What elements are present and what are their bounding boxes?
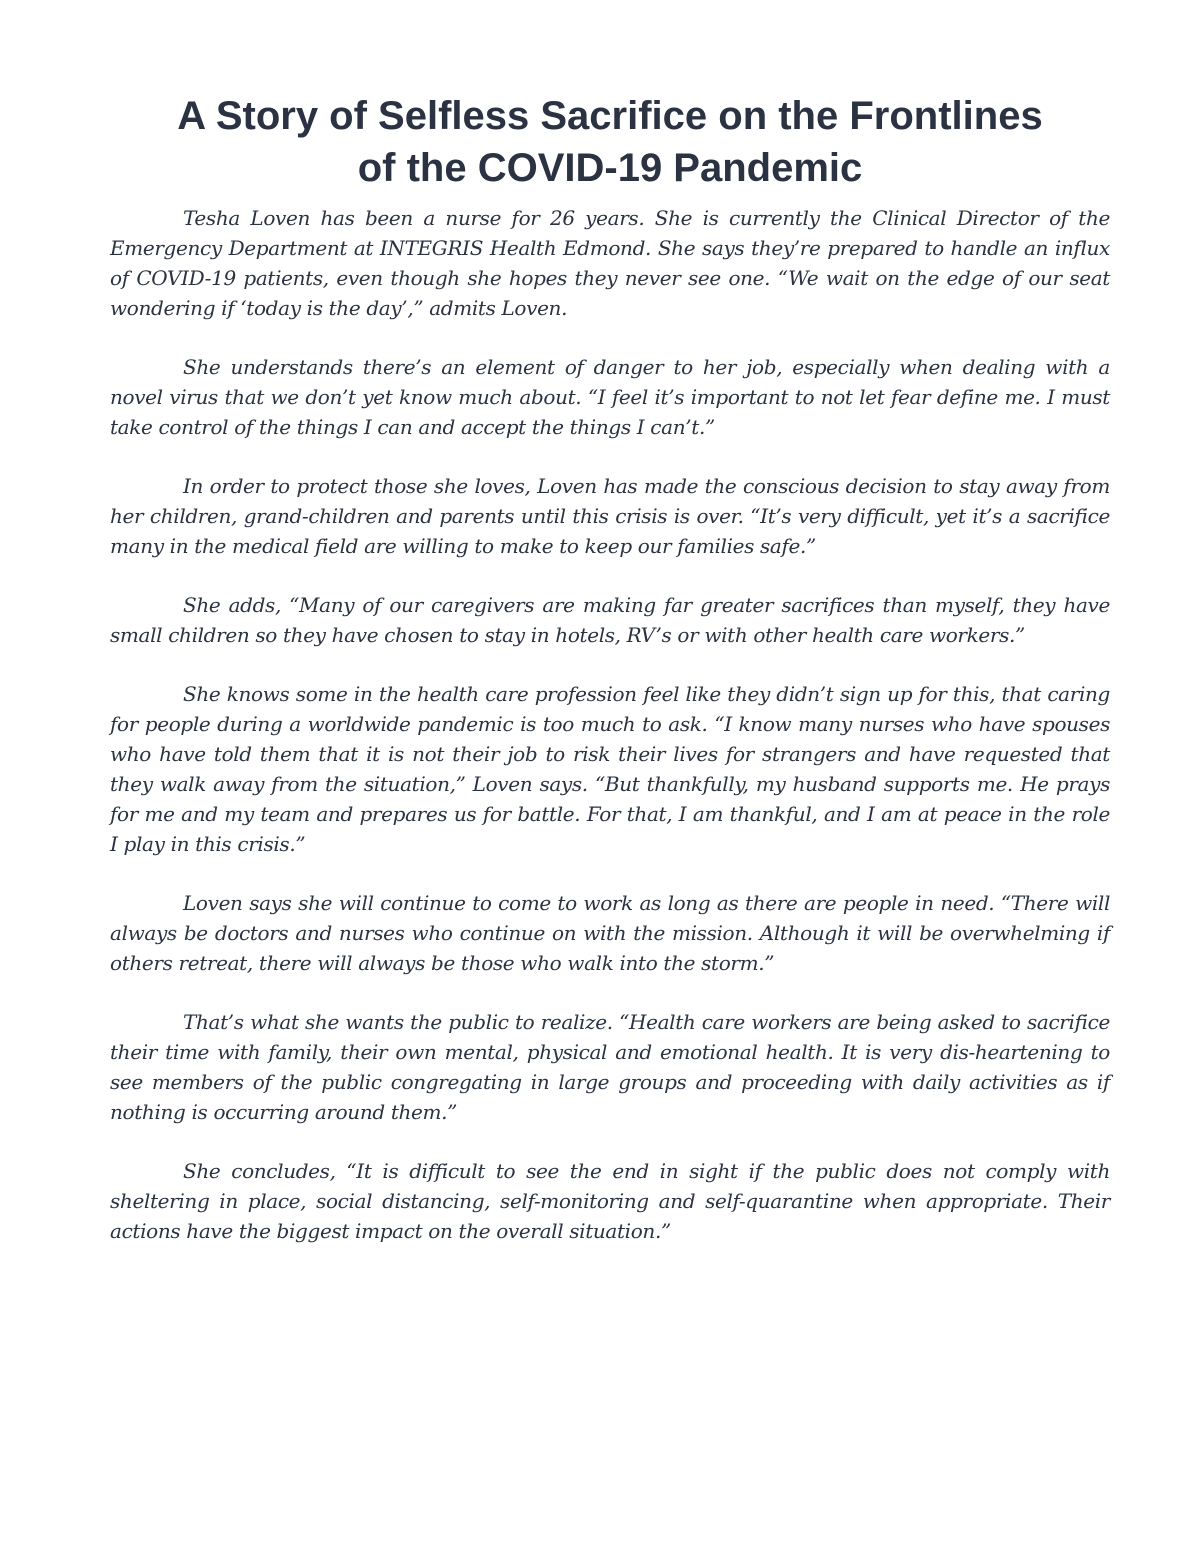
page-title	[100, 90, 1120, 194]
paragraph-6: Loven says she will continue to come to work as long as there are people in need. “There will always be doctors and nurses who continue on with the mission. Although it will be overwhelming if others retreat, there will always be those who walk into the storm.”	[110, 891, 1110, 975]
paragraph-8: She concludes, “It is difficult to see the end in sight if the public does not comply with sheltering in place, social distancing, self-monitoring and self-quarantine when appropriate. Their actions have the biggest impact on the overall situation.”	[110, 1159, 1110, 1243]
paragraph-5: She knows some in the health care profession feel like they didn’t sign up for this, that caring for people during a worldwide pandemic is too much to ask. “I know many nurses who have spouses who have told them that it is not their job to risk their lives for strangers and have requested that they walk away from the situation,” Loven says. “But thankfully, my husband supports me. He prays for me and my team and prepares us for battle. For that, I am thankful, and I am at peace in the role I play in this crisis.”	[110, 682, 1110, 856]
title-line-2: of the COVID-19 Pandemic	[357, 146, 863, 190]
title-line-1: A Story of Selfless Sacrifice on the Frontlines	[177, 94, 1043, 138]
paragraph-1: Tesha Loven has been a nurse for 26 years. She is currently the Clinical Director of the Emergency Department at INTEGRIS Health Edmond. She says they’re prepared to handle an influx of COVID-19 patients, even though she hopes they never see one. “We wait on the edge of our seat wondering if ‘today is the day’,” admits Loven.	[110, 206, 1110, 320]
paragraph-3: In order to protect those she loves, Loven has made the conscious decision to stay away from her children, grand-children and parents until this crisis is over. “It’s very difficult, yet it’s a sacrifice many in the medical field are willing to make to keep our families safe.”	[110, 474, 1110, 558]
paragraph-7: That’s what she wants the public to realize. “Health care workers are being asked to sacrifice their time with family, their own mental, physical and emotional health. It is very dis-heartening to see members of the public congregating in large groups and proceeding with daily activities as if nothing is occurring around them.”	[110, 1010, 1110, 1124]
paragraph-4: She adds, “Many of our caregivers are making far greater sacrifices than myself, they have small children so they have chosen to stay in hotels, RV’s or with other health care workers.”	[110, 593, 1110, 647]
article-body	[110, 203, 1110, 1275]
paragraph-2: She understands there’s an element of danger to her job, especially when dealing with a novel virus that we don’t yet know much about. “I feel it’s important to not let fear define me. I must take control of the things I can and accept the things I can’t.”	[110, 355, 1110, 439]
